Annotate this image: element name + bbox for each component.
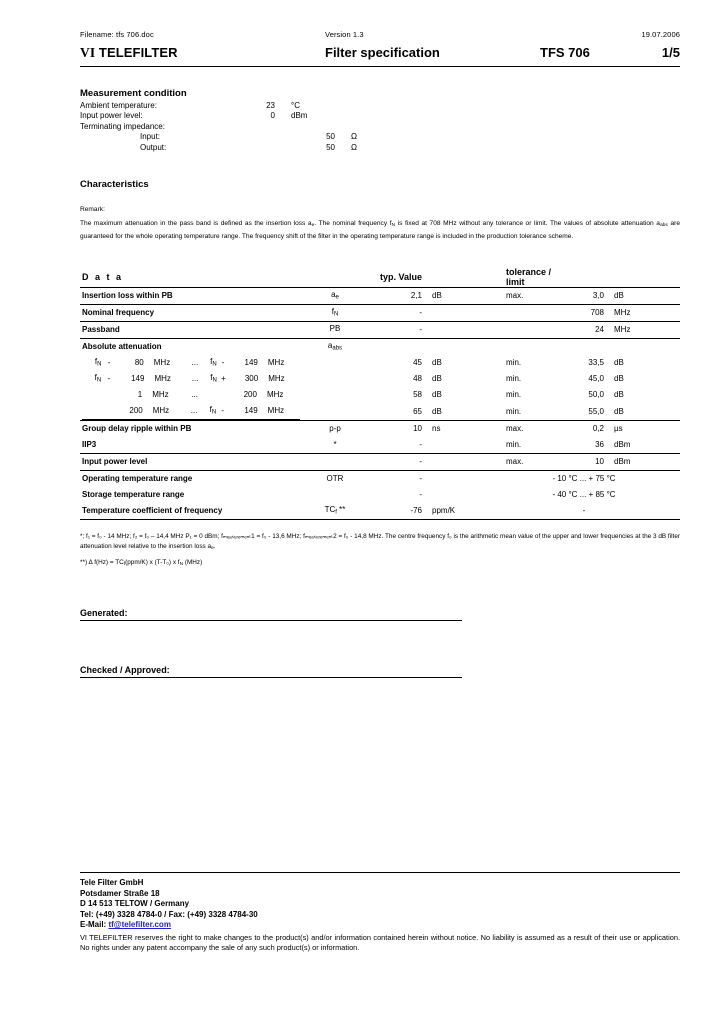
freq-end-operator: -	[221, 358, 225, 368]
freq-end-text: f	[209, 405, 212, 415]
freq-end-base	[202, 403, 216, 420]
footnote-1-text: *; f₁ = f₀ - 14 MHz; f₂ = f₀ – 14,4 MHz P₁ = 0 dBm; fₘₑₐₛᵤᵣₑₘₑₙₜ1 = f₀ - 13,6 MHz; fₘₑₐₛᵤᵣₑₘₑₙₜ2 = f₀ - 14,8 MHz. The centre frequency f₀ is the arithmetic mean	[80, 532, 517, 540]
row-typ-unit: ppm/K	[422, 503, 488, 520]
row-label: IIP3	[80, 437, 300, 454]
attenuation-typ-unit: dB	[422, 403, 488, 421]
freq-end-value: 149	[229, 403, 258, 420]
row-tol-unit: MHz	[604, 321, 680, 338]
remark-paragraph	[80, 218, 680, 243]
freq-end-operator	[215, 387, 228, 403]
row-typ-value: -	[370, 453, 422, 470]
row-range-value: - 40 °C ... + 85 °C	[552, 490, 616, 500]
generated-line[interactable]: Generated:	[80, 608, 462, 621]
row-tol-value: 3,0	[562, 287, 604, 304]
row-label: Passband	[80, 321, 300, 338]
footnote-2-text: **) Δ f(Hz) = TC	[80, 558, 124, 566]
measurement-unit: °C	[291, 100, 300, 110]
specification-table	[80, 267, 680, 520]
column-header-tol-value	[562, 267, 604, 288]
row-typ-value: -	[370, 304, 422, 321]
attenuation-typ-unit: dB	[432, 390, 442, 400]
row-typ-unit	[422, 338, 488, 355]
footnote-1b-text: value of the upper and lower frequencies at the 3 dB filter attenuation level relative to the insertion loss a	[80, 532, 681, 551]
table-row	[80, 470, 680, 487]
row-tol-value: 708	[562, 304, 604, 321]
measurement-unit: Ω	[351, 142, 357, 152]
row-label: Nominal frequency	[80, 304, 300, 321]
column-header-typ: typ. Value	[370, 267, 422, 288]
row-range-value: -	[488, 503, 680, 520]
page-title: Filter specification	[325, 45, 440, 60]
freq-end-unit: MHz	[267, 358, 285, 368]
email-link[interactable]: tf@telefilter.com	[108, 920, 171, 929]
row-symbol: *	[300, 437, 370, 454]
row-tol-value	[562, 338, 604, 355]
measurement-label: Output:	[140, 142, 167, 152]
row-tol-unit: dB	[604, 287, 680, 304]
remark-text-6: temperature range is included in the production tolerance scheme.	[379, 233, 574, 241]
signature-section	[80, 608, 462, 678]
table-row	[80, 304, 680, 321]
company-phone: Tel: (+49) 3328 4784-0 / Fax: (+49) 3328 4784-30	[80, 909, 258, 919]
footer-divider	[80, 872, 680, 873]
remark-text-5: are guaranteed for the whole operating temperature range. The frequency shift of the filter in the operating	[80, 219, 680, 241]
row-symbol	[300, 304, 370, 321]
row-symbol	[300, 487, 370, 503]
freq-start-base	[82, 355, 101, 371]
frequency-range	[80, 387, 300, 403]
company-street: Potsdamer Straße 18	[80, 888, 160, 898]
row-symbol	[300, 503, 370, 520]
freq-end-base	[203, 371, 217, 387]
footnote-2-sub: f	[123, 561, 126, 567]
page-footer	[80, 872, 680, 953]
attenuation-typ-value: 58	[413, 390, 422, 400]
remark-text-1: The maximum attenuation in the pass band is defined as the insertion loss a	[80, 219, 312, 227]
table-row	[80, 503, 680, 520]
freq-start-operator: -	[107, 374, 111, 384]
model-number: TFS 706	[540, 45, 590, 60]
attenuation-symbol	[300, 387, 370, 403]
footnote-2-sub2: N	[179, 561, 184, 567]
freq-start-operator: -	[107, 358, 111, 368]
attenuation-row	[80, 387, 680, 403]
footnote-2-cont: (ppm/K) x (T-T₀) x f	[125, 558, 180, 566]
attenuation-typ-value: 48	[413, 374, 422, 384]
row-tol-qualifier	[488, 338, 562, 355]
symbol-base: a	[327, 341, 333, 351]
attenuation-row	[80, 355, 680, 371]
attenuation-tol-qualifier: min.	[488, 403, 562, 421]
frequency-range	[80, 355, 300, 371]
attenuation-tol-value: 50,0	[588, 390, 604, 400]
measurement-unit	[275, 122, 291, 133]
measurement-value: 0	[270, 111, 275, 120]
row-typ-unit	[422, 470, 488, 487]
freq-end-operator: +	[221, 374, 226, 384]
row-label: Group delay ripple within PB	[82, 424, 192, 434]
page-content	[80, 30, 680, 678]
measurement-value	[230, 122, 275, 133]
row-tol-unit: MHz	[604, 304, 680, 321]
footnote-1b-end: .	[213, 543, 216, 551]
freq-start-value: 149	[131, 374, 145, 384]
remark-label: Remark:	[80, 206, 105, 213]
freq-base-text: f	[94, 373, 97, 383]
row-label: Operating temperature range	[82, 474, 193, 484]
attenuation-tol-unit: dB	[614, 390, 624, 400]
measurement-row	[80, 101, 680, 112]
table-row	[80, 453, 680, 470]
attenuation-symbol	[300, 403, 370, 421]
attenuation-tol-value: 33,5	[588, 358, 604, 368]
freq-start-value: 200	[114, 403, 143, 420]
attenuation-tol-value: 45,0	[588, 374, 604, 384]
table-row	[80, 287, 680, 304]
freq-end-text: f	[210, 373, 213, 383]
footnote-sub-e: e	[211, 546, 214, 552]
column-header-symbol	[300, 267, 370, 288]
freq-start-unit: MHz	[153, 358, 171, 368]
table-row	[80, 338, 680, 355]
attenuation-tol-unit: dB	[614, 374, 624, 384]
row-symbol	[300, 287, 370, 304]
document-header	[80, 45, 680, 67]
symbol-base: a	[331, 290, 336, 300]
table-row	[80, 487, 680, 503]
row-typ-unit	[422, 453, 488, 470]
attenuation-tol-qualifier: min.	[506, 374, 522, 384]
measurement-unit: dBm	[291, 111, 308, 120]
row-tol-unit: dBm	[604, 453, 680, 470]
company-address	[80, 878, 680, 931]
attenuation-tol-unit: dB	[614, 358, 624, 368]
freq-base-text: f	[94, 357, 98, 367]
attenuation-row	[80, 371, 680, 387]
remark-block	[80, 204, 680, 243]
row-symbol	[300, 321, 370, 338]
freq-base-sub: N	[96, 377, 102, 384]
company-email-row	[80, 920, 680, 931]
attenuation-tol-qualifier: min.	[506, 358, 522, 368]
row-typ-value: 2,1	[370, 287, 422, 304]
row-symbol: OTR	[326, 474, 344, 484]
date-text: 19.07.2006	[641, 30, 680, 39]
row-typ-unit	[422, 437, 488, 454]
row-tol-qualifier: max.	[506, 424, 524, 434]
freq-end-value: 149	[244, 358, 258, 368]
freq-base-sub: N	[97, 361, 102, 368]
table-row	[80, 420, 680, 437]
row-tol-qualifier: max.	[488, 453, 562, 470]
row-symbol: p-p	[329, 424, 341, 434]
freq-start-base	[82, 371, 101, 387]
row-typ-unit	[422, 304, 488, 321]
remark-sub-abs: abs	[659, 222, 668, 228]
frequency-range	[80, 371, 300, 387]
freq-end-sub: N	[212, 361, 217, 368]
freq-end-sub: N	[211, 409, 217, 416]
remark-text-2: . The nominal frequency f	[314, 219, 392, 227]
remark-text-4: The values of absolute attenuation a	[549, 219, 660, 227]
freq-end-value: 300	[244, 374, 259, 384]
remark-sub-n: N	[391, 222, 396, 228]
row-tol-unit: µs	[614, 424, 623, 434]
freq-start-value: 80	[134, 358, 144, 368]
measurement-unit: Ω	[351, 132, 357, 141]
company-city: D 14 513 TELTOW / Germany	[80, 899, 190, 908]
row-typ-value: -	[419, 490, 422, 500]
characteristics-section	[80, 179, 680, 243]
row-tol-qualifier	[488, 304, 562, 321]
table-row	[80, 437, 680, 454]
freq-end-unit: MHz	[266, 390, 284, 400]
filename-text: Filename: tfs 706.doc	[80, 30, 154, 39]
freq-end-base	[203, 387, 216, 403]
row-typ-unit	[422, 487, 488, 503]
row-label: Storage temperature range	[82, 490, 185, 500]
row-typ-unit: ns	[432, 424, 441, 434]
row-tol-unit: dBm	[604, 437, 680, 454]
symbol-base: PB	[329, 324, 341, 334]
company-name: Tele Filter GmbH	[80, 878, 144, 887]
brand-logo	[80, 45, 325, 61]
row-typ-value: -76	[370, 503, 422, 520]
row-tol-qualifier: min.	[488, 437, 562, 454]
row-symbol	[300, 338, 370, 355]
document-meta	[80, 30, 680, 39]
attenuation-row	[80, 403, 680, 421]
freq-start-unit: MHz	[152, 390, 169, 400]
footnote-2	[80, 558, 680, 571]
column-header-tolerance: tolerance / limit	[488, 267, 562, 288]
column-header-data: D a t a	[80, 267, 300, 288]
attenuation-typ-value: 65	[370, 403, 422, 421]
footnote-1	[80, 532, 680, 555]
freq-start-value: 1	[137, 390, 143, 400]
column-header-tol-unit	[604, 267, 680, 288]
row-typ-value: -	[370, 437, 422, 454]
attenuation-typ-unit: dB	[432, 374, 442, 384]
measurement-row	[80, 111, 680, 122]
footnotes-block	[80, 532, 680, 571]
freq-end-text: f	[210, 357, 213, 367]
measurement-row	[80, 122, 680, 133]
measurement-label: Input power level:	[80, 111, 143, 120]
row-label: Input power level	[80, 453, 300, 470]
symbol-sub: abs	[332, 345, 343, 352]
row-label: Absolute attenuation	[82, 342, 162, 352]
footnote-2-end: (MHz)	[183, 558, 203, 566]
row-tol-unit	[604, 338, 680, 355]
freq-end-unit: MHz	[258, 403, 300, 420]
row-tol-value: 10	[562, 453, 604, 470]
symbol-sub: N	[333, 311, 339, 318]
freq-end-unit: MHz	[268, 374, 285, 384]
symbol-footnote-marker: **	[339, 505, 346, 515]
symbol-base: TC	[324, 505, 336, 515]
measurement-value: 23	[266, 100, 275, 110]
measurement-value: 50	[326, 142, 335, 152]
characteristics-heading: Characteristics	[80, 179, 149, 190]
row-tol-value: 36	[562, 437, 604, 454]
row-typ-value: -	[370, 321, 422, 338]
column-header-typ-unit	[422, 267, 488, 288]
row-typ-value: -	[419, 474, 422, 484]
version-text: Version 1.3	[325, 30, 364, 39]
row-label: Temperature coefficient of frequency	[80, 503, 300, 520]
freq-range-dots: ...	[186, 403, 202, 420]
attenuation-tol-value: 55,0	[562, 403, 604, 421]
brand-vi-mark: VI	[80, 45, 96, 60]
attenuation-tol-qualifier: min.	[506, 390, 522, 400]
row-typ-unit: dB	[422, 287, 488, 304]
symbol-sub: f	[335, 509, 337, 516]
freq-start-operator	[100, 387, 115, 403]
freq-start-base	[82, 387, 100, 403]
measurement-condition-section	[80, 89, 680, 153]
remark-text-3: is fixed at 708 MHz without any tolerance or limit.	[395, 219, 548, 227]
freq-end-operator: -	[216, 403, 229, 420]
measurement-condition-heading: Measurement condition	[80, 88, 187, 99]
measurement-label: Ambient temperature:	[80, 100, 157, 110]
freq-start-unit: MHz	[143, 403, 187, 420]
attenuation-symbol	[300, 355, 370, 371]
page-number: 1/5	[661, 45, 680, 60]
freq-range-dots: ...	[191, 374, 199, 384]
row-label: Insertion loss within PB	[80, 287, 300, 304]
freq-end-sub: N	[212, 377, 217, 384]
freq-start-unit: MHz	[154, 374, 171, 384]
measurement-label: Terminating impedance:	[80, 121, 165, 131]
row-typ-unit	[422, 321, 488, 338]
freq-start-base	[82, 403, 99, 420]
symbol-base: f	[331, 307, 334, 317]
row-symbol	[300, 453, 370, 470]
legal-disclaimer: VI TELEFILTER reserves the right to make changes to the product(s) and/or information contained herein without notice. No liability is assumed as a result of their use or application. No rights under any patent accompany the sale of any such product(s) or information.	[80, 932, 680, 952]
row-tol-qualifier: max.	[488, 287, 562, 304]
measurement-label: Input:	[140, 132, 161, 141]
row-tol-value: 24	[562, 321, 604, 338]
row-range-value: - 10 °C ... + 75 °C	[552, 474, 616, 484]
frequency-range	[80, 403, 300, 421]
row-tol-value: 0,2	[592, 424, 604, 434]
attenuation-typ-unit: dB	[432, 358, 442, 368]
row-tol-qualifier	[488, 321, 562, 338]
attenuation-tol-unit: dB	[604, 403, 680, 421]
freq-start-operator	[99, 403, 114, 420]
symbol-sub: e	[335, 294, 339, 301]
freq-end-value: 200	[243, 390, 257, 400]
measurement-row	[80, 132, 680, 143]
table-header-row	[80, 267, 680, 288]
remark-sub-e: e	[311, 222, 315, 228]
checked-approved-line[interactable]: Checked / Approved:	[80, 665, 462, 678]
measurement-row	[80, 143, 680, 154]
attenuation-typ-value: 45	[413, 358, 422, 368]
row-typ-value	[370, 338, 422, 355]
generated-space	[80, 621, 462, 665]
brand-name: TELEFILTER	[95, 45, 178, 60]
email-label: E-Mail:	[80, 920, 109, 929]
freq-range-dots: ...	[191, 390, 198, 400]
freq-end-base	[203, 355, 217, 371]
row-typ-value: 10	[413, 424, 422, 434]
freq-range-dots: ...	[191, 358, 199, 368]
table-row	[80, 321, 680, 338]
attenuation-symbol	[300, 371, 370, 387]
measurement-value: 50	[326, 132, 335, 141]
